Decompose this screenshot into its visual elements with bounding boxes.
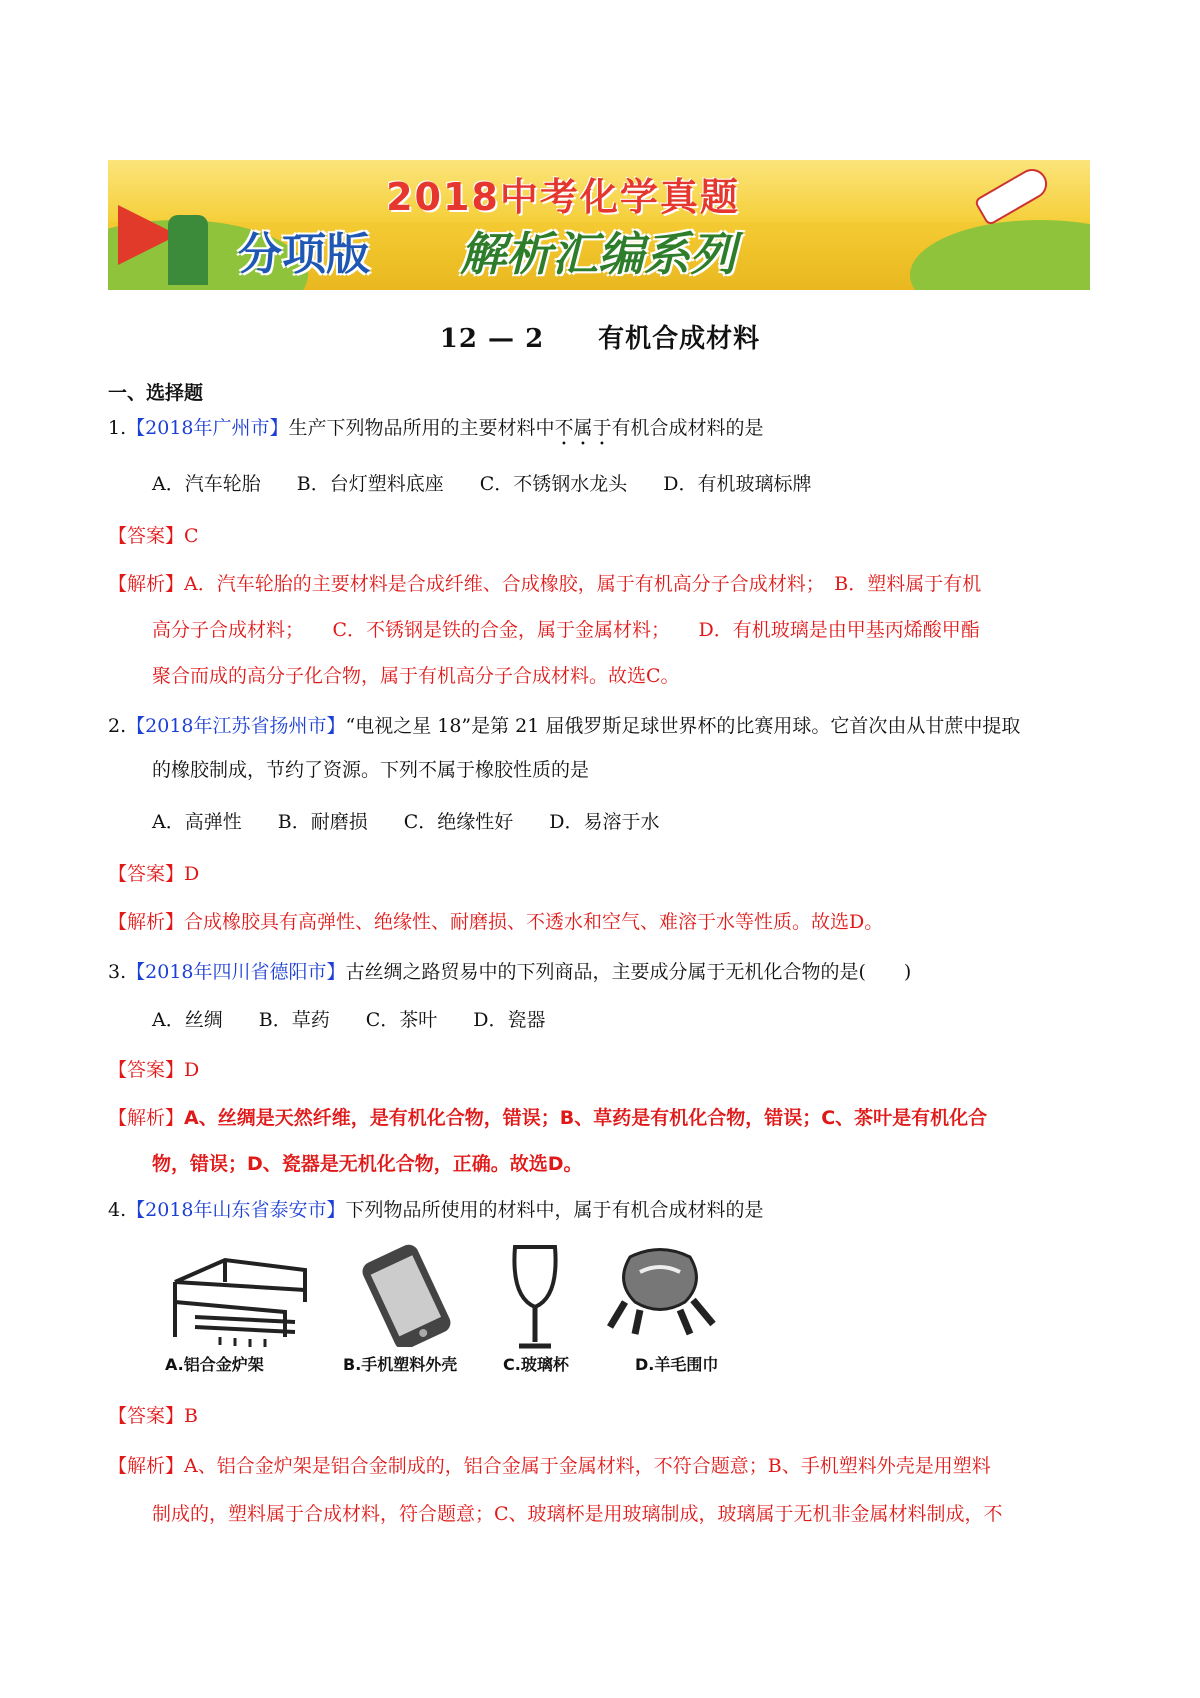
q2-answer-label: 【答案】 <box>108 863 185 885</box>
q1-answer-label: 【答案】 <box>108 525 185 547</box>
question-4 <box>108 1196 764 1224</box>
header-banner <box>108 160 1090 290</box>
q4-pic-label-b: B.手机塑料外壳 <box>343 1355 458 1374</box>
banner-line2 <box>238 218 958 281</box>
q1-option-d: D．有机玻璃标牌 <box>663 473 812 495</box>
scarf-icon <box>595 1242 725 1347</box>
q3-option-d: D．瓷器 <box>473 1009 546 1031</box>
q1-analysis-text1: A．汽车轮胎的主要材料是合成纤维、合成橡胶，属于有机高分子合成材料； B．塑料属于有机 <box>184 573 982 595</box>
q2-number: 2. <box>108 715 127 737</box>
person-illustration <box>168 215 208 285</box>
q2-option-d: D．易溶于水 <box>549 811 660 833</box>
banner-line2a: 分项版 <box>238 229 370 280</box>
q1-text-emphasis: 不属于 <box>554 417 612 439</box>
wine-glass-icon <box>495 1242 575 1352</box>
q3-text: 古丝绸之路贸易中的下列商品，主要成分属于无机化合物的是( ) <box>345 961 912 983</box>
q4-answer <box>108 1402 198 1430</box>
q2-analysis-text: 合成橡胶具有高弹性、绝缘性、耐磨损、不透水和空气、难溶于水等性质。故选D。 <box>184 911 884 933</box>
q2-analysis <box>108 908 883 936</box>
q3-number: 3. <box>108 961 127 983</box>
q3-answer <box>108 1056 199 1084</box>
q1-answer-value: C <box>184 525 199 547</box>
q4-analysis-line1 <box>108 1452 991 1480</box>
q3-option-c: C．茶叶 <box>365 1009 438 1031</box>
q2-option-b: B．耐磨损 <box>277 811 368 833</box>
stove-rack-icon <box>165 1242 315 1347</box>
q3-analysis-text1: A、丝绸是天然纤维，是有机化合物，错误；B、草药是有机化合物，错误；C、茶叶是有机化合 <box>184 1107 988 1129</box>
q4-analysis-line2: 制成的，塑料属于合成材料，符合题意；C、玻璃杯是用玻璃制成，玻璃属于无机非金属材料制成，不 <box>152 1503 1003 1525</box>
q2-text-line2: 的橡胶制成，节约了资源。下列不属于橡胶性质的是 <box>152 759 590 781</box>
q2-source: 【2018年江苏省扬州市】 <box>126 715 346 737</box>
q2-analysis-label: 【解析】 <box>108 911 185 933</box>
question-1 <box>108 414 764 450</box>
q3-option-a: A．丝绸 <box>152 1009 223 1031</box>
question-3 <box>108 958 911 986</box>
q1-analysis-line3: 聚合而成的高分子化合物，属于有机高分子合成材料。故选C。 <box>152 665 680 687</box>
q3-answer-label: 【答案】 <box>108 1059 185 1081</box>
q4-answer-label: 【答案】 <box>108 1405 185 1427</box>
q4-pic-label-a: A.铝合金炉架 <box>165 1355 264 1374</box>
q1-analysis-label: 【解析】 <box>108 573 185 595</box>
q1-number: 1. <box>108 417 127 439</box>
q2-answer <box>108 860 199 888</box>
q2-answer-value: D <box>184 863 200 885</box>
q2-option-c: C．绝缘性好 <box>403 811 514 833</box>
q3-analysis-line2: 物，错误；D、瓷器是无机化合物，正确。故选D。 <box>152 1153 583 1175</box>
q3-option-b: B．草药 <box>258 1009 330 1031</box>
q3-answer-value: D <box>184 1059 200 1081</box>
q1-answer <box>108 522 199 550</box>
q1-options <box>152 470 847 498</box>
section-heading: 一、选择题 <box>108 382 204 404</box>
q4-pic-label-c: C.玻璃杯 <box>503 1355 569 1374</box>
page-title: 12 — 2 有机合成材料 <box>439 324 761 354</box>
q3-options <box>152 1006 581 1034</box>
q1-analysis-line1 <box>108 570 981 598</box>
question-2 <box>108 712 1020 740</box>
q2-option-a: A．高弹性 <box>152 811 242 833</box>
q1-option-a: A．汽车轮胎 <box>152 473 261 495</box>
q4-analysis-text1: A、铝合金炉架是铝合金制成的，铝合金属于金属材料，不符合题意；B、手机塑料外壳是用塑料 <box>184 1455 991 1477</box>
q1-option-c: C．不锈钢水龙头 <box>479 473 628 495</box>
q1-text-a: 生产下列物品所用的主要材料中 <box>288 417 555 439</box>
q4-source: 【2018年山东省泰安市】 <box>126 1199 346 1221</box>
q3-analysis-line1 <box>108 1104 987 1132</box>
q4-picture-options <box>165 1242 765 1382</box>
q4-number: 4. <box>108 1199 127 1221</box>
q3-analysis-label: 【解析】 <box>108 1107 185 1129</box>
q4-pic-label-d: D.羊毛围巾 <box>635 1355 719 1374</box>
q1-text-b: 有机合成材料的是 <box>611 417 764 439</box>
banner-line1: 2018中考化学真题 <box>386 175 740 219</box>
q4-answer-value: B <box>184 1405 198 1427</box>
banner-line2b: 解析汇编系列 <box>460 227 736 281</box>
q2-options <box>152 808 695 836</box>
q1-option-b: B．台灯塑料底座 <box>296 473 444 495</box>
phone-icon <box>350 1242 460 1347</box>
q1-source: 【2018年广州市】 <box>126 417 289 439</box>
q2-text1: “电视之星 18”是第 21 届俄罗斯足球世界杯的比赛用球。它首次由从甘蔗中提取 <box>345 715 1021 737</box>
q3-source: 【2018年四川省德阳市】 <box>126 961 346 983</box>
q1-analysis-line2: 高分子合成材料； C．不锈钢是铁的合金，属于金属材料； D．有机玻璃是由甲基丙烯酸甲酯 <box>152 619 980 641</box>
q4-analysis-label: 【解析】 <box>108 1455 185 1477</box>
q4-text: 下列物品所使用的材料中，属于有机合成材料的是 <box>345 1199 764 1221</box>
